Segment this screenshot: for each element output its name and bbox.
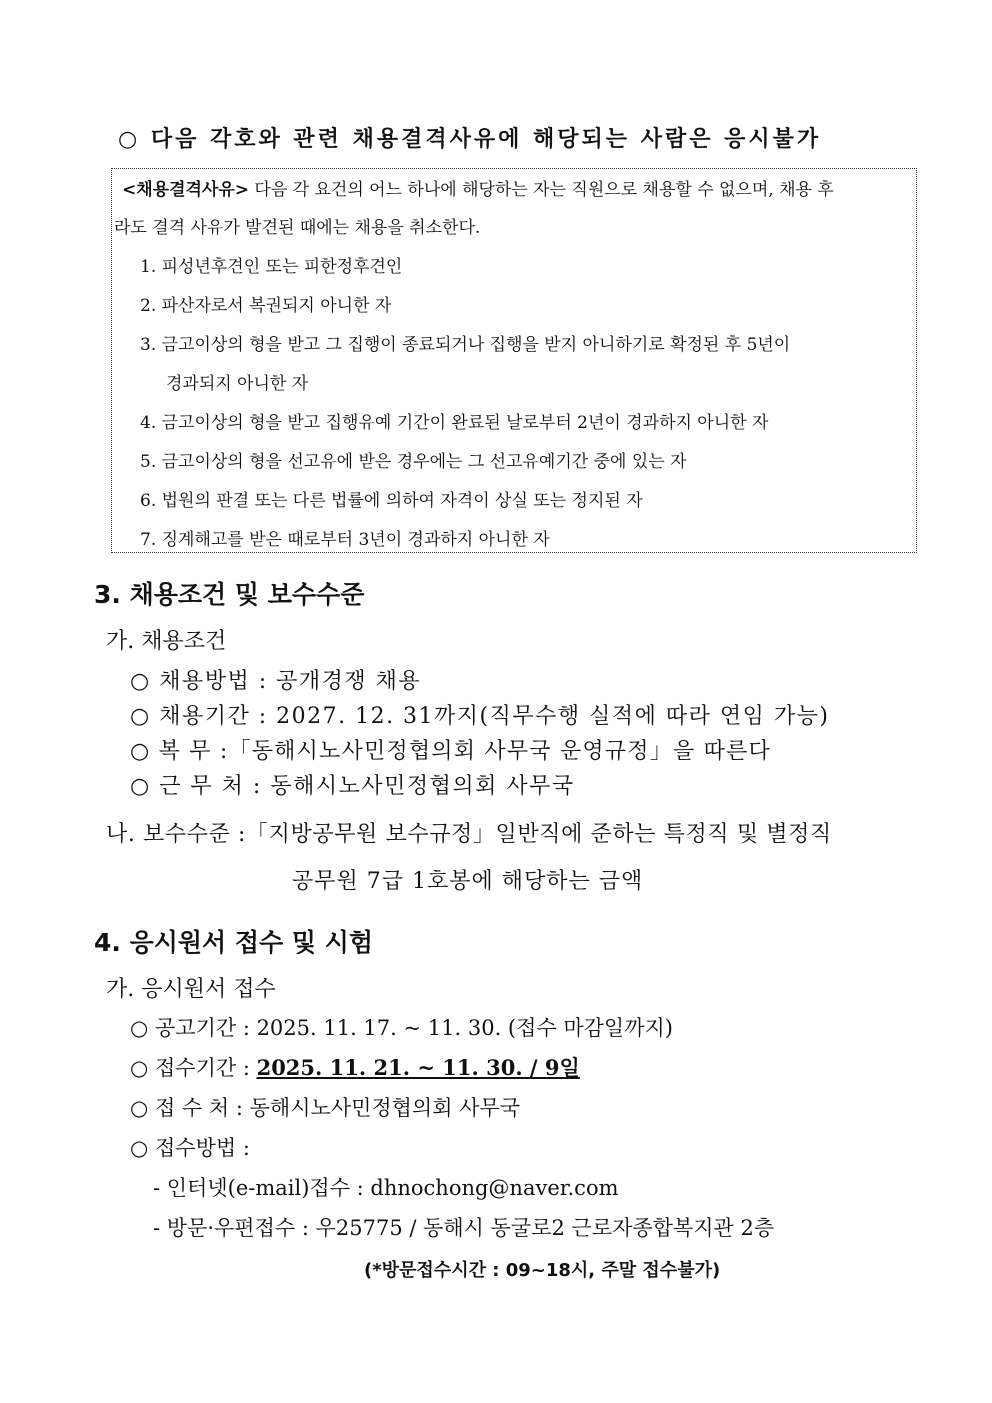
section3-sub-a: 가. 채용조건: [106, 629, 227, 654]
disqualification-item-1: 1. 피성년후견인 또는 피한정후견인: [140, 257, 403, 277]
disqualification-item-3: 3. 금고이상의 형을 받고 그 집행이 종료되거나 집행을 받지 아니하기로 확정된 후 5년이: [140, 335, 791, 355]
section3-title: 3. 채용조건 및 보수수준: [94, 580, 365, 609]
receipt-internet: - 인터넷(e-mail)접수 : dhnochong@naver.com: [153, 1176, 619, 1200]
disqualification-label: <채용결격사유>: [122, 180, 250, 200]
disqualification-item-4: 4. 금고이상의 형을 받고 집행유예 기간이 완료된 날로부터 2년이 경과하지 아니한 자: [140, 413, 769, 433]
section3-sub-b-line2: 공무원 7급 1호봉에 해당하는 금액: [292, 869, 644, 894]
disqualification-item-3-cont: 경과되지 아니한 자: [166, 374, 309, 394]
visit-note: (*방문접수시간 : 09~18시, 주말 접수불가): [364, 1260, 721, 1281]
receipt-period-label: ○ 접수기간 :: [130, 1056, 257, 1080]
receipt-period: [130, 1052, 580, 1082]
condition-method: ○ 채용방법 : 공개경쟁 채용: [130, 669, 422, 694]
condition-service: ○ 복 무 :「동해시노사민정협의회 사무국 운영규정」을 따른다: [130, 739, 771, 764]
section3-sub-b: 나. 보수수준 :「지방공무원 보수규정」일반직에 준하는 특정직 및 별정직: [106, 822, 832, 847]
disqualification-heading: ○ 다음 각호와 관련 채용결격사유에 해당되는 사람은 응시불가: [118, 126, 822, 152]
receipt-method: ○ 접수방법 :: [130, 1136, 250, 1160]
section4-title: 4. 응시원서 접수 및 시험: [94, 928, 374, 957]
disqualification-item-2: 2. 파산자로서 복권되지 아니한 자: [140, 296, 392, 316]
receipt-place: ○ 접 수 처 : 동해시노사민정협의회 사무국: [130, 1096, 521, 1120]
notice-period: ○ 공고기간 : 2025. 11. 17. ~ 11. 30. (접수 마감일까지): [130, 1016, 673, 1040]
condition-workplace: ○ 근 무 처 : 동해시노사민정협의회 사무국: [130, 774, 575, 799]
section4-sub-a: 가. 응시원서 접수: [106, 977, 276, 1002]
disqualification-item-7: 7. 징계해고를 받은 때로부터 3년이 경과하지 아니한 자: [140, 530, 550, 550]
disqualification-intro-text: 다음 각 요건의 어느 하나에 해당하는 자는 직원으로 채용할 수 없으며, 채용 후: [249, 180, 834, 200]
disqualification-item-6: 6. 법원의 판결 또는 다른 법률에 의하여 자격이 상실 또는 정지된 자: [140, 491, 643, 511]
disqualification-item-5: 5. 금고이상의 형을 선고유에 받은 경우에는 그 선고유예기간 중에 있는 자: [140, 452, 687, 472]
receipt-visit: - 방문·우편접수 : 우25775 / 동해시 동굴로2 근로자종합복지관 2층: [153, 1216, 775, 1240]
disqualification-box: [111, 168, 917, 553]
condition-period: ○ 채용기간 : 2027. 12. 31까지(직무수행 실적에 따라 연임 가능): [130, 704, 830, 729]
disqualification-intro-line2: 라도 결격 사유가 발견된 때에는 채용을 취소한다.: [114, 218, 481, 238]
disqualification-intro: [122, 175, 834, 200]
receipt-period-value: 2025. 11. 21. ~ 11. 30. / 9일: [256, 1055, 580, 1080]
